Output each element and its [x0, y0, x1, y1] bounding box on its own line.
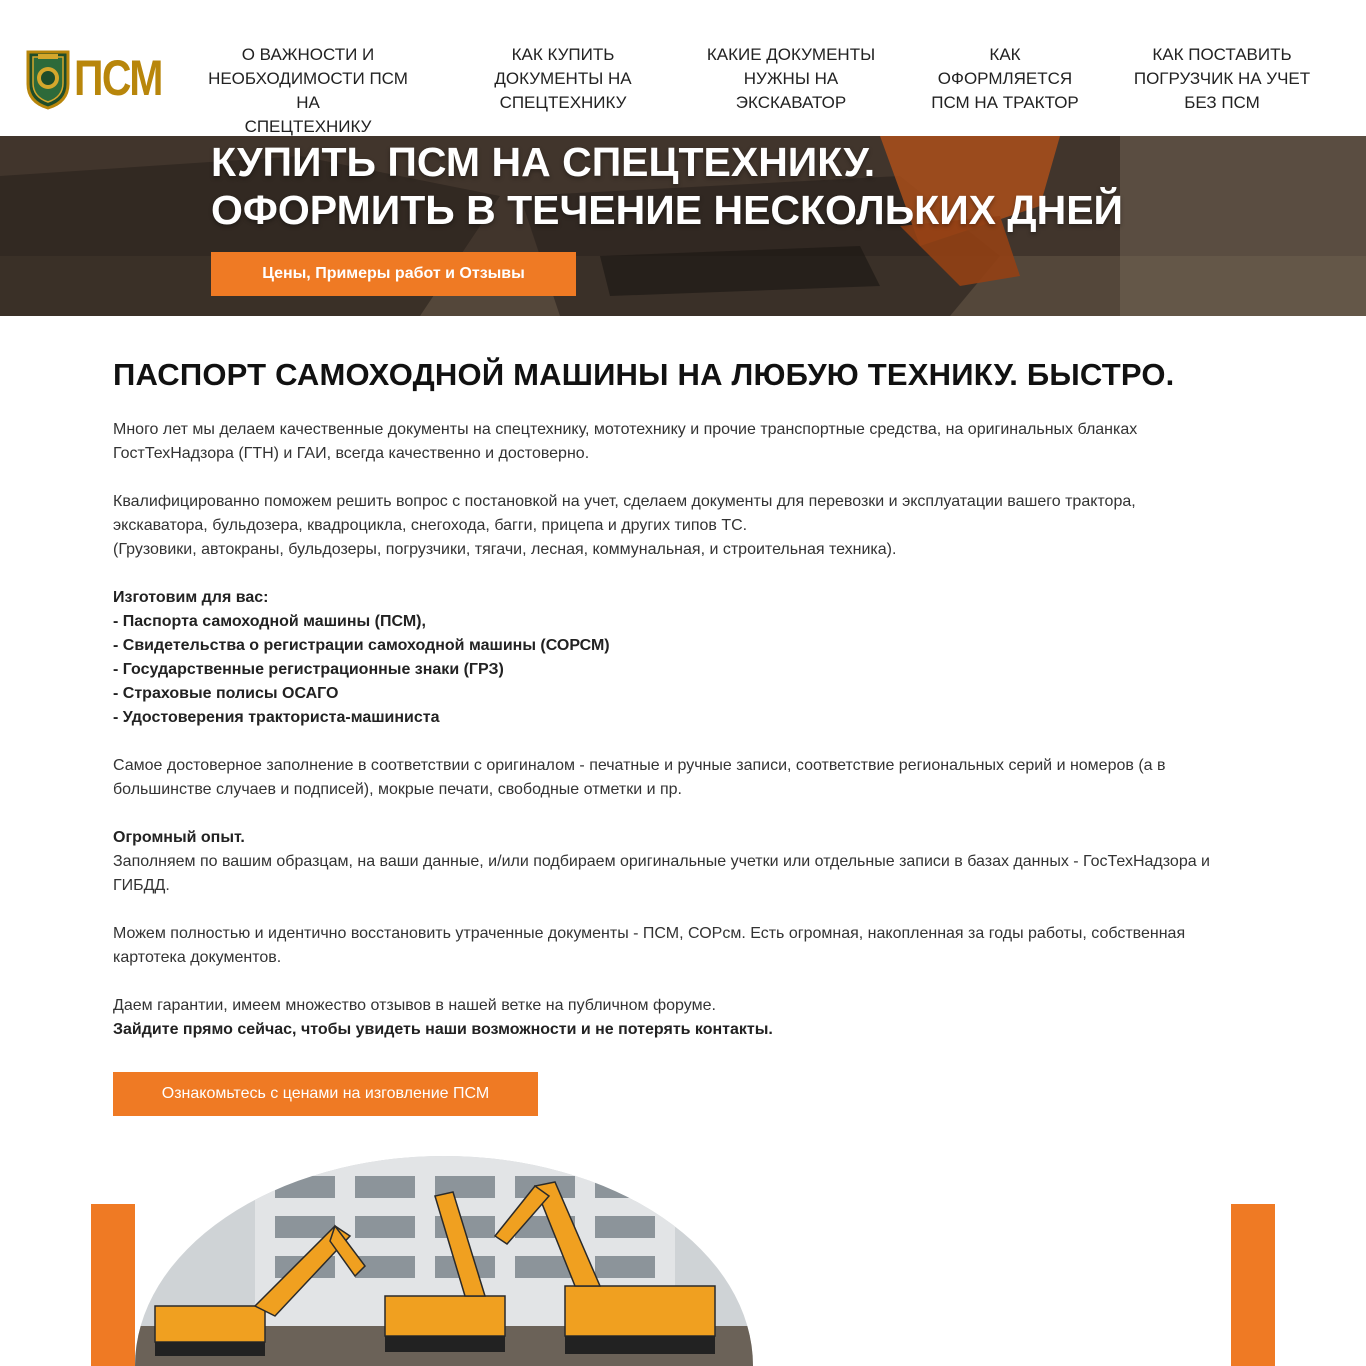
text-line: картотека документов.: [113, 949, 282, 966]
decorative-orange-bar: [1231, 1204, 1275, 1366]
text-line: Квалифицированно поможем решить вопрос с постановкой на учет, сделаем документы для перевозки и эксплуатации вашего трактора,: [113, 493, 1136, 510]
nav-item-line: О ВАЖНОСТИ И: [241, 45, 375, 64]
nav-item-line: КАК КУПИТЬ: [511, 45, 615, 64]
hero-title: [211, 138, 1211, 234]
page-title: ПАСПОРТ САМОХОДНОЙ МАШИНЫ НА ЛЮБУЮ ТЕХНИКУ. БЫСТРО.: [113, 357, 1175, 392]
list-item: - Страховые полисы ОСАГО: [113, 685, 339, 702]
hero-title-line: КУПИТЬ ПСМ НА СПЕЦТЕХНИКУ.: [211, 139, 876, 185]
nav-item-line: КАК: [989, 45, 1021, 64]
text-line: экскаватора, бульдозера, квадроцикла, снегохода, багги, прицепа и других типов ТС.: [113, 517, 748, 534]
text-line: ГостТехНадзора (ГТН) и ГАИ, всегда качественно и достоверно.: [113, 445, 590, 462]
text-line: ГИБДД.: [113, 877, 170, 894]
view-prices-button[interactable]: Ознакомьтесь с ценами на изговление ПСМ: [113, 1072, 538, 1116]
list-item: - Паспорта самоходной машины (ПСМ),: [113, 613, 426, 630]
experience-paragraph: [113, 826, 1253, 898]
nav-item-line: НЕОБХОДИМОСТИ ПСМ НА: [208, 69, 408, 112]
list-item: - Свидетельства о регистрации самоходной машины (СОРСМ): [113, 637, 610, 654]
nav-item-line: БЕЗ ПСМ: [1184, 93, 1260, 112]
text-line: Много лет мы делаем качественные документы на спецтехнику, мототехнику и прочие транспортные средства, на оригинальных бланках: [113, 421, 1138, 438]
nav-item-excavator-docs[interactable]: [700, 43, 882, 115]
main-content: [113, 356, 1253, 1042]
nav-item-line: ОФОРМЛЯЕТСЯ: [937, 69, 1073, 88]
nav-item-line: НУЖНЫ НА: [743, 69, 839, 88]
excavators-photo: [135, 1156, 753, 1366]
intro-paragraph: [113, 418, 1253, 466]
logo-text: ПСМ: [74, 50, 162, 106]
nav-item-line: ПОГРУЗЧИК НА УЧЕТ: [1133, 69, 1311, 88]
prices-examples-reviews-button[interactable]: Цены, Примеры работ и Отзывы: [211, 252, 576, 296]
decorative-orange-bar: [91, 1204, 135, 1366]
filling-paragraph: [113, 754, 1253, 802]
nav-item-line: КАКИЕ ДОКУМЕНТЫ: [706, 45, 876, 64]
paragraph-heading: Огромный опыт.: [113, 829, 245, 846]
nav-item-line: КАК ПОСТАВИТЬ: [1152, 45, 1292, 64]
text-line: Самое достоверное заполнение в соответствии с оригиналом - печатные и ручные записи, соответствие региональных серий и номеров (а в: [113, 757, 1166, 774]
site-header: [0, 0, 1366, 136]
nav-item-line: ДОКУМЕНТЫ НА: [494, 69, 632, 88]
list-title: Изготовим для вас:: [113, 589, 269, 606]
nav-item-line: ЭКСКАВАТОР: [735, 93, 847, 112]
call-to-action-text: Зайдите прямо сейчас, чтобы увидеть наши возможности и не потерять контакты.: [113, 1021, 773, 1038]
restore-paragraph: [113, 922, 1253, 970]
nav-item-line: СПЕЦТЕХНИКУ: [244, 117, 372, 136]
hero-title-line: ОФОРМИТЬ В ТЕЧЕНИЕ НЕСКОЛЬКИХ ДНЕЙ: [211, 187, 1124, 233]
text-line: (Грузовики, автокраны, бульдозеры, погрузчики, тягачи, лесная, коммунальная, и строительная техника).: [113, 541, 897, 558]
nav-item-importance[interactable]: [196, 43, 420, 139]
nav-item-line: СПЕЦТЕХНИКУ: [499, 93, 627, 112]
nav-item-how-to-buy[interactable]: [470, 43, 656, 115]
list-item: - Государственные регистрационные знаки (ГРЗ): [113, 661, 504, 678]
hero-banner: [0, 136, 1366, 316]
site-logo[interactable]: [24, 48, 162, 112]
list-item: - Удостоверения тракториста-машиниста: [113, 709, 440, 726]
services-paragraph: [113, 490, 1253, 562]
nav-item-line: ПСМ НА ТРАКТОР: [931, 93, 1079, 112]
documents-list: [113, 586, 1253, 730]
nav-item-loader-registration[interactable]: [1128, 43, 1316, 115]
gostehnadzor-emblem-icon: [24, 48, 72, 110]
guarantee-paragraph: [113, 994, 1253, 1042]
text-line: большинстве случаев и подписей), мокрые печати, свободные отметки и пр.: [113, 781, 682, 798]
text-line: Заполняем по вашим образцам, на ваши данные, и/или подбираем оригинальные учетки или отдельные записи в базах данных - ГосТехНадзора и: [113, 853, 1210, 870]
text-line: Даем гарантии, имеем множество отзывов в нашей ветке на публичном форуме.: [113, 997, 716, 1014]
nav-item-tractor-psm[interactable]: [926, 43, 1084, 115]
text-line: Можем полностью и идентично восстановить утраченные документы - ПСМ, СОРсм. Есть огромная, накопленная за годы работы, собственная: [113, 925, 1186, 942]
